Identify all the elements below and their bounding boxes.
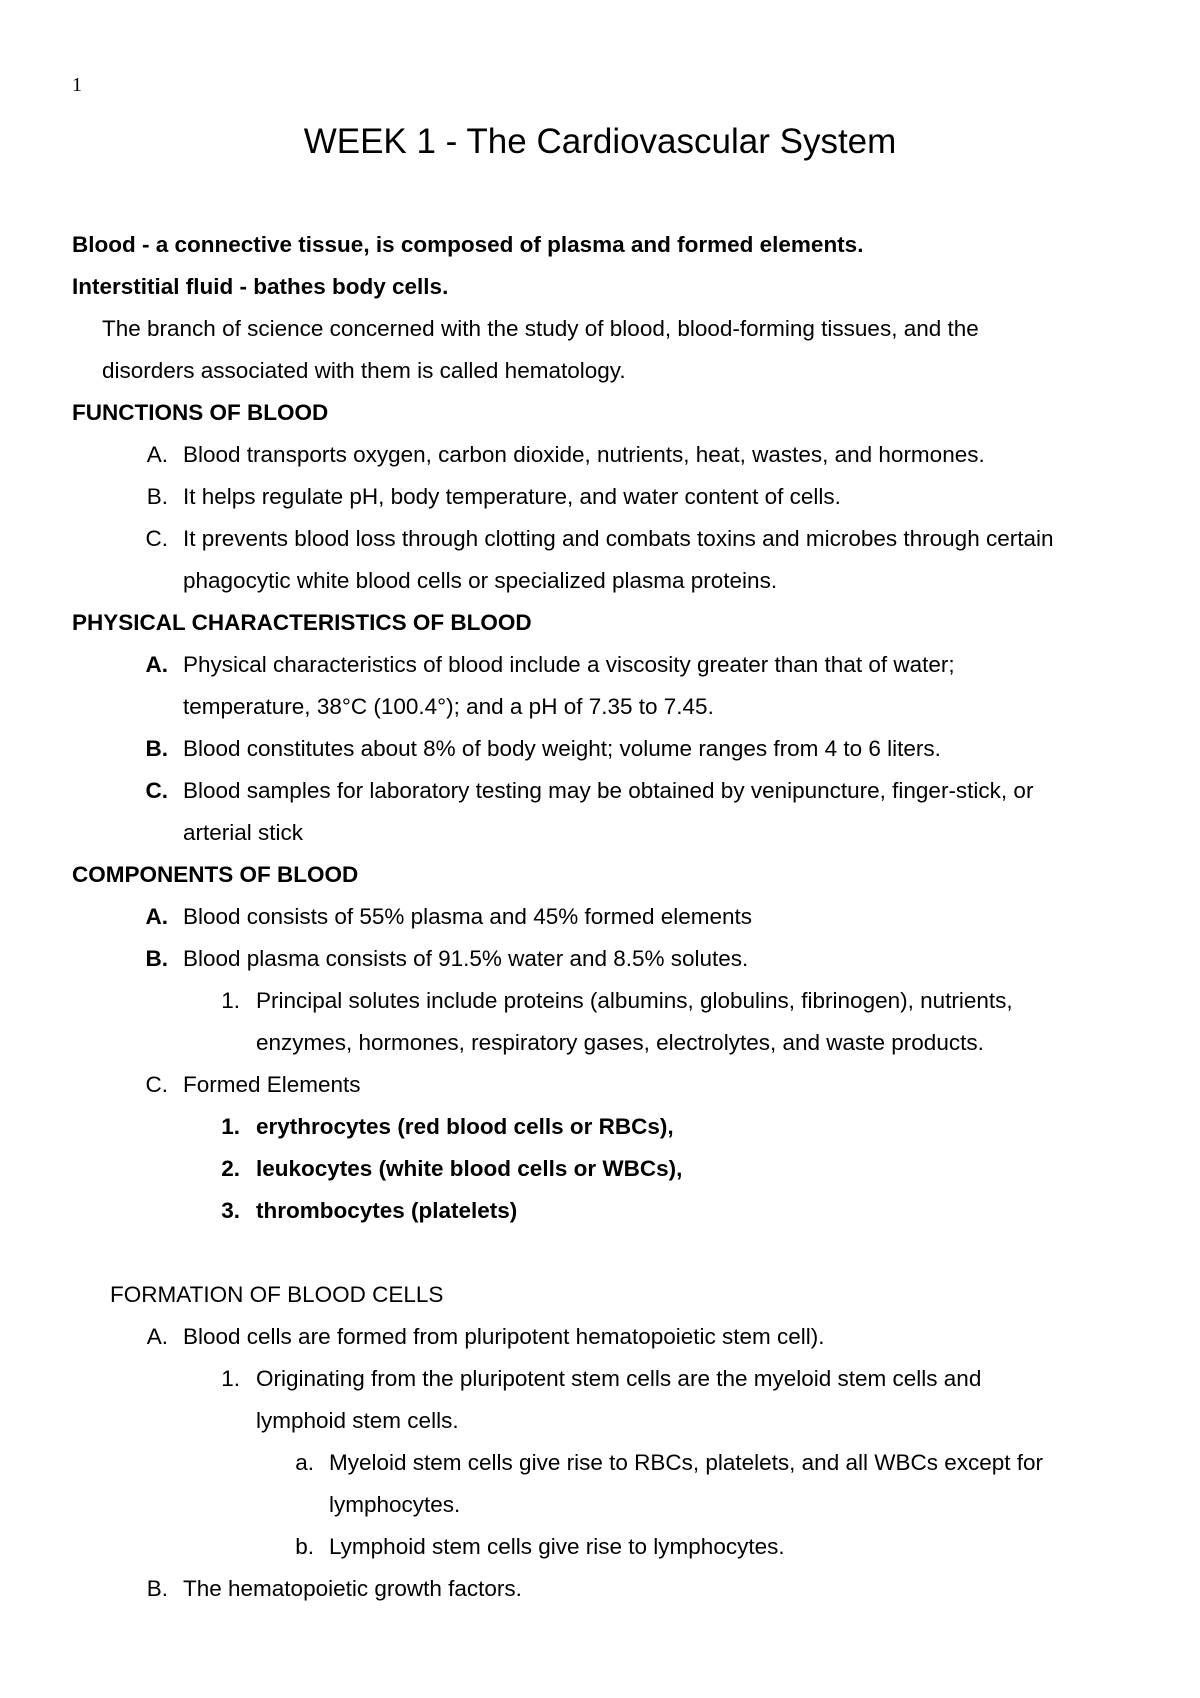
list-item: Formed Elements: [183, 1072, 361, 1097]
formed-element-item: erythrocytes (red blood cells or RBCs),: [256, 1114, 674, 1139]
section-heading-formation: FORMATION OF BLOOD CELLS: [110, 1282, 444, 1307]
list-item: Principal solutes include proteins (albumins, globulins, fibrinogen), nutrients,: [256, 988, 1013, 1013]
hematology-text-line: The branch of science concerned with the study of blood, blood-forming tissues, and the: [102, 316, 979, 341]
list-marker: 1.: [221, 1114, 240, 1139]
formed-element-item: thrombocytes (platelets): [256, 1198, 518, 1223]
list-marker: C.: [145, 1072, 168, 1097]
page-number: 1: [72, 74, 82, 96]
list-marker: 1.: [221, 1366, 240, 1391]
list-item: Lymphoid stem cells give rise to lymphocytes.: [329, 1534, 785, 1559]
list-item: Blood constitutes about 8% of body weight; volume ranges from 4 to 6 liters.: [183, 736, 941, 761]
list-item: It helps regulate pH, body temperature, and water content of cells.: [183, 484, 841, 509]
list-marker: A.: [145, 652, 168, 677]
list-marker: A.: [145, 904, 168, 929]
list-item: Blood cells are formed from pluripotent hematopoietic stem cell).: [183, 1324, 825, 1349]
section-heading-components: COMPONENTS OF BLOOD: [72, 862, 359, 887]
list-item-continuation: phagocytic white blood cells or specialized plasma proteins.: [183, 568, 778, 593]
list-item: Originating from the pluripotent stem cells are the myeloid stem cells and: [256, 1366, 982, 1391]
list-item: Blood samples for laboratory testing may be obtained by venipuncture, finger-stick, or: [183, 778, 1034, 803]
list-item-continuation: temperature, 38°C (100.4°); and a pH of 7.35 to 7.45.: [183, 694, 714, 719]
list-item: It prevents blood loss through clotting and combats toxins and microbes through certain: [183, 526, 1054, 551]
list-marker: 1.: [221, 988, 240, 1013]
hematology-text-line: disorders associated with them is called hematology.: [102, 358, 626, 383]
list-item: Blood plasma consists of 91.5% water and 8.5% solutes.: [183, 946, 749, 971]
interstitial-fluid-definition: Interstitial fluid - bathes body cells.: [72, 274, 449, 299]
list-marker: B.: [146, 1576, 168, 1601]
list-marker: 3.: [221, 1198, 240, 1223]
list-marker: B.: [145, 736, 168, 761]
list-item: Blood consists of 55% plasma and 45% formed elements: [183, 904, 753, 929]
page-title: WEEK 1 - The Cardiovascular System: [303, 122, 897, 161]
list-item: The hematopoietic growth factors.: [183, 1576, 522, 1601]
list-marker: 2.: [221, 1156, 240, 1181]
list-item: Myeloid stem cells give rise to RBCs, platelets, and all WBCs except for: [329, 1450, 1044, 1475]
list-marker: a.: [295, 1450, 314, 1475]
blood-definition: Blood - a connective tissue, is composed of plasma and formed elements.: [72, 232, 864, 257]
list-marker: C.: [145, 526, 168, 551]
list-item-continuation: arterial stick: [183, 820, 304, 845]
section-heading-physical: PHYSICAL CHARACTERISTICS OF BLOOD: [72, 610, 532, 635]
list-marker: B.: [145, 946, 168, 971]
list-marker: b.: [295, 1534, 314, 1559]
formed-element-item: leukocytes (white blood cells or WBCs),: [256, 1156, 683, 1181]
list-item: Blood transports oxygen, carbon dioxide, nutrients, heat, wastes, and hormones.: [183, 442, 985, 467]
list-marker: C.: [145, 778, 168, 803]
list-marker: A.: [146, 1324, 168, 1349]
list-marker: B.: [146, 484, 168, 509]
section-heading-functions: FUNCTIONS OF BLOOD: [72, 400, 329, 425]
list-item-continuation: enzymes, hormones, respiratory gases, electrolytes, and waste products.: [256, 1030, 984, 1055]
list-item-continuation: lymphoid stem cells.: [256, 1408, 459, 1433]
list-item: Physical characteristics of blood include a viscosity greater than that of water;: [183, 652, 955, 677]
list-marker: A.: [146, 442, 168, 467]
list-item-continuation: lymphocytes.: [329, 1492, 461, 1517]
